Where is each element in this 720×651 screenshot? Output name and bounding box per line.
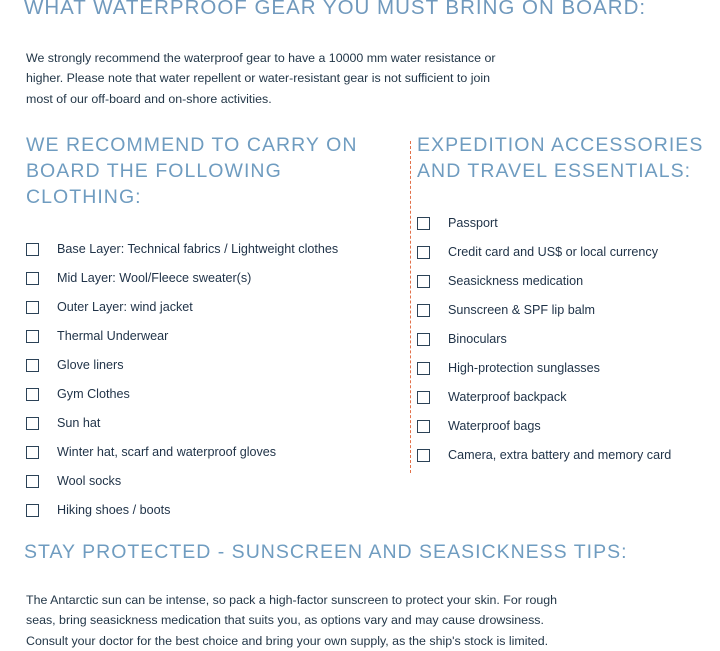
list-item-label: Seasickness medication	[448, 273, 584, 288]
list-item[interactable]	[26, 322, 386, 351]
list-item[interactable]	[26, 351, 386, 380]
list-item-label: Sunscreen & SPF lip balm	[448, 302, 595, 317]
list-item-label: Waterproof backpack	[448, 389, 567, 404]
checkbox-icon[interactable]	[26, 243, 39, 256]
list-item[interactable]	[417, 412, 717, 441]
checkbox-icon[interactable]	[26, 417, 39, 430]
list-item[interactable]	[26, 235, 386, 264]
list-item-label: Passport	[448, 215, 498, 230]
list-item-label: Thermal Underwear	[57, 328, 169, 343]
checkbox-icon[interactable]	[26, 446, 39, 459]
list-item[interactable]	[26, 380, 386, 409]
list-item[interactable]	[417, 296, 717, 325]
accessories-column-heading: EXPEDITION ACCESSORIES AND TRAVEL ESSENTIALS:	[417, 134, 704, 182]
list-item[interactable]	[26, 438, 386, 467]
checkbox-icon[interactable]	[417, 449, 430, 462]
list-item[interactable]	[417, 209, 717, 238]
checkbox-icon[interactable]	[26, 330, 39, 343]
list-item[interactable]	[417, 267, 717, 296]
checkbox-icon[interactable]	[417, 362, 430, 375]
checkbox-icon[interactable]	[417, 275, 430, 288]
list-item-label: Sun hat	[57, 415, 101, 430]
list-item-label: High-protection sunglasses	[448, 360, 600, 375]
list-item[interactable]	[26, 467, 386, 496]
checkbox-icon[interactable]	[417, 420, 430, 433]
checkbox-icon[interactable]	[417, 217, 430, 230]
list-item[interactable]	[26, 409, 386, 438]
checkbox-icon[interactable]	[417, 391, 430, 404]
sunscreen-section-paragraph: The Antarctic sun can be intense, so pack a high-factor sunscreen to protect your skin. For rough seas, bring seasickness medication that suits you, as options vary and may cause drowsiness. Consult your doctor for the best choice and bring your own supply, as the ship's stock is limited.	[26, 593, 558, 648]
list-item-label: Glove liners	[57, 357, 124, 372]
checkbox-icon[interactable]	[26, 504, 39, 517]
list-item-label: Winter hat, scarf and waterproof gloves	[57, 444, 277, 459]
checkbox-icon[interactable]	[417, 333, 430, 346]
clothing-column	[26, 133, 386, 525]
list-item[interactable]	[417, 383, 717, 412]
checkbox-icon[interactable]	[26, 475, 39, 488]
list-item[interactable]	[26, 264, 386, 293]
list-item[interactable]	[417, 354, 717, 383]
clothing-checklist	[26, 235, 386, 525]
list-item-label: Wool socks	[57, 473, 122, 488]
list-item-label: Mid Layer: Wool/Fleece sweater(s)	[57, 270, 252, 285]
list-item-label: Binoculars	[448, 331, 507, 346]
list-item-label: Credit card and US$ or local currency	[448, 244, 658, 259]
list-item-label: Hiking shoes / boots	[57, 502, 171, 517]
accessories-checklist	[417, 209, 717, 470]
intro-paragraph: We strongly recommend the waterproof gear to have a 10000 mm water resistance or higher. Please note that water repellent or water-resistant gear is not sufficient to join most of our off-board and on-shore activities.	[26, 51, 496, 106]
list-item-label: Gym Clothes	[57, 386, 130, 401]
checkbox-icon[interactable]	[417, 304, 430, 317]
checkbox-icon[interactable]	[26, 272, 39, 285]
list-item[interactable]	[26, 293, 386, 322]
checkbox-icon[interactable]	[26, 301, 39, 314]
checklist-columns	[24, 133, 704, 517]
checkbox-icon[interactable]	[417, 246, 430, 259]
list-item-label: Camera, extra battery and memory card	[448, 447, 672, 462]
list-item-label: Base Layer: Technical fabrics / Lightweight clothes	[57, 241, 339, 256]
list-item-label: Outer Layer: wind jacket	[57, 299, 193, 314]
list-item-label: Waterproof bags	[448, 418, 541, 433]
list-item[interactable]	[417, 441, 717, 470]
list-item[interactable]	[26, 496, 386, 525]
column-divider	[410, 141, 411, 473]
checkbox-icon[interactable]	[26, 359, 39, 372]
page-title: WHAT WATERPROOF GEAR YOU MUST BRING ON BOARD:	[24, 0, 647, 19]
sunscreen-section-heading: STAY PROTECTED - SUNSCREEN AND SEASICKNESS TIPS:	[24, 541, 628, 563]
accessories-column	[417, 133, 717, 470]
list-item[interactable]	[417, 238, 717, 267]
checkbox-icon[interactable]	[26, 388, 39, 401]
list-item[interactable]	[417, 325, 717, 354]
clothing-column-heading: WE RECOMMEND TO CARRY ON BOARD THE FOLLOWING CLOTHING:	[26, 134, 358, 208]
